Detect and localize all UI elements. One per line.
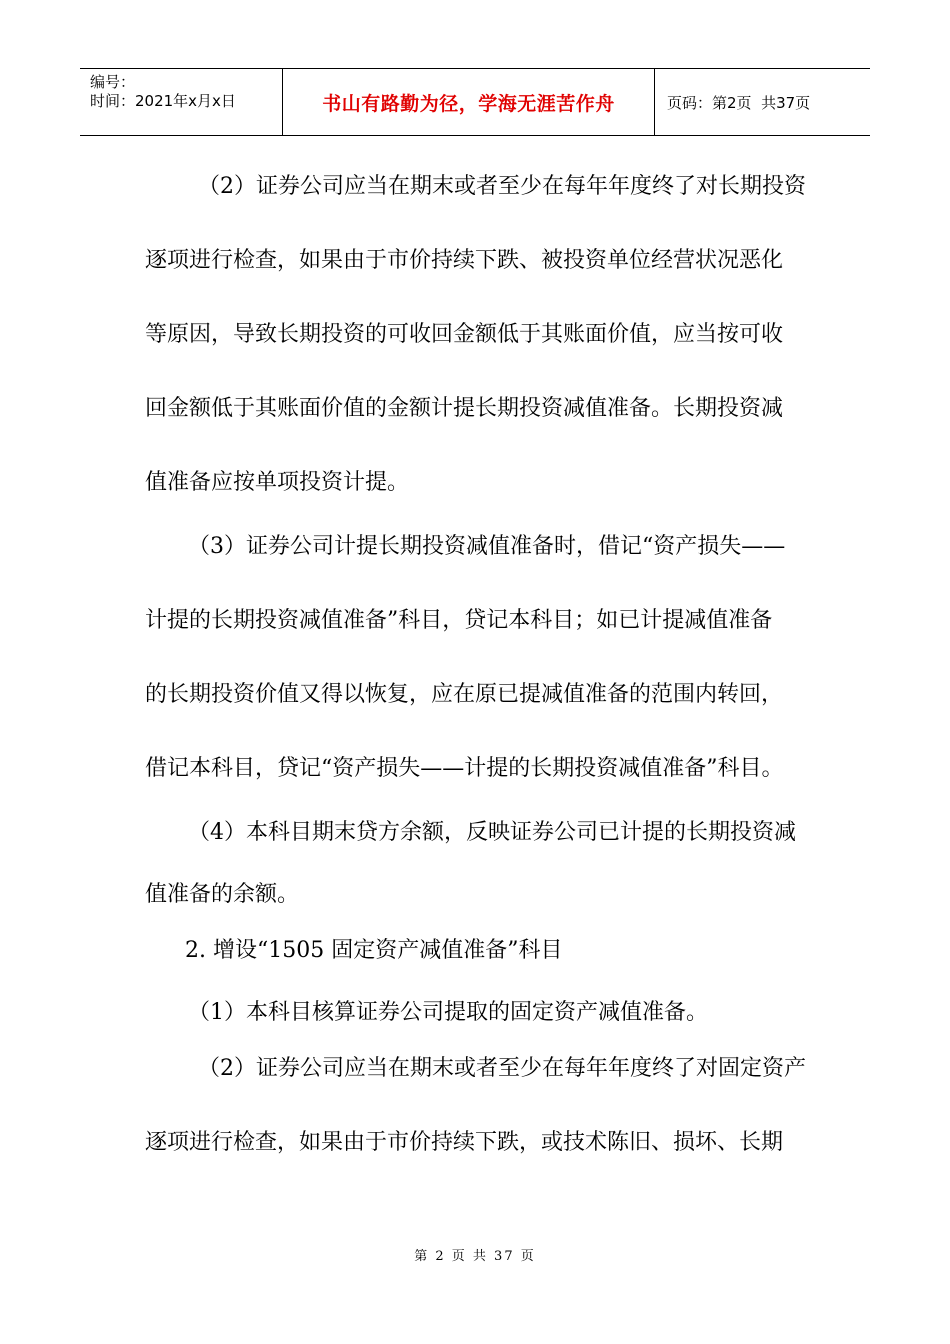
body-line: 借记本科目，贷记“资产损失——计提的长期投资减值准备”科目。 xyxy=(145,756,784,781)
body-line: （1）本科目核算证券公司提取的固定资产减值准备。 xyxy=(188,1000,708,1025)
header-page-label: 页码：第2页 共37页 xyxy=(667,93,811,112)
body-line: 值准备的余额。 xyxy=(145,882,300,907)
page-footer: 第 2 页 共 37 页 xyxy=(414,1249,536,1264)
header-time-label: 时间：2021年x月x日 xyxy=(90,92,236,110)
body-line: 逐项进行检查，如果由于市价持续下跌，或技术陈旧、损坏、长期 xyxy=(145,1130,784,1155)
document-header xyxy=(80,68,870,136)
header-motto: 书山有路勤为径，学海无涯苦作舟 xyxy=(322,92,615,115)
body-line: （2）证券公司应当在期末或者至少在每年年度终了对固定资产 xyxy=(198,1056,806,1081)
body-line: 回金额低于其账面价值的金额计提长期投资减值准备。长期投资减 xyxy=(145,396,784,421)
body-line: （3）证券公司计提长期投资减值准备时，借记“资产损失—— xyxy=(188,534,786,559)
body-line: 逐项进行检查，如果由于市价持续下跌、被投资单位经营状况恶化 xyxy=(145,248,784,273)
body-line: （2）证券公司应当在期末或者至少在每年年度终了对长期投资 xyxy=(198,174,806,199)
header-meta xyxy=(80,69,280,135)
body-line: 的长期投资价值又得以恢复，应在原已提减值准备的范围内转回， xyxy=(145,682,784,707)
header-number-label: 编号： xyxy=(90,73,136,91)
body-line: 等原因，导致长期投资的可收回金额低于其账面价值，应当按可收 xyxy=(145,322,784,347)
body-line: 值准备应按单项投资计提。 xyxy=(145,470,410,495)
body-line: 计提的长期投资减值准备”科目，贷记本科目；如已计提减值准备 xyxy=(145,608,773,633)
body-line: （4）本科目期末贷方余额，反映证券公司已计提的长期投资减 xyxy=(188,820,796,845)
section-heading: 2. 增设“1505 固定资产减值准备”科目 xyxy=(185,938,563,963)
